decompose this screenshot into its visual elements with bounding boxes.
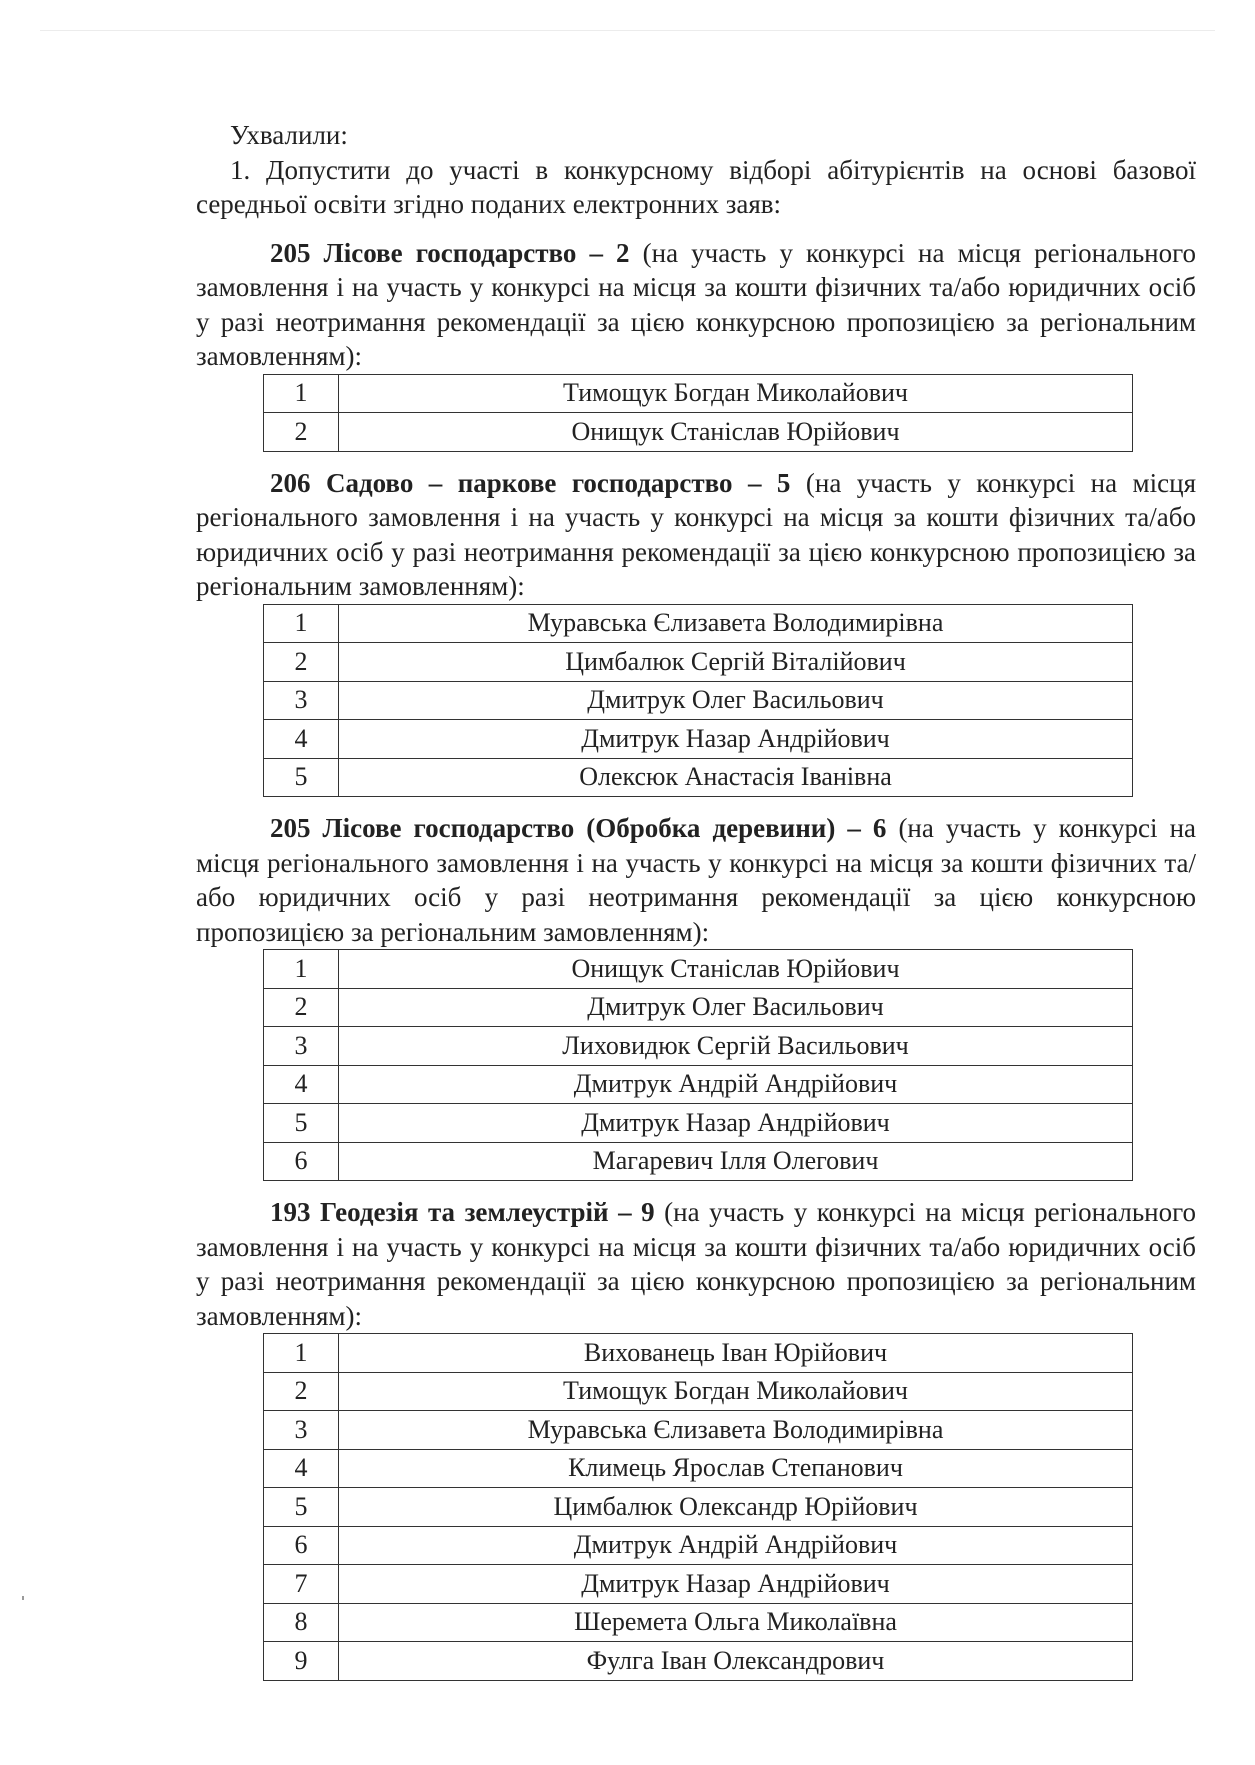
resolved-item-1: 1. Допустити до участі в конкурсному відборі абітурієнтів на основі базової середньої освіти згідно поданих електронних заяв: (196, 154, 1196, 219)
table-row (264, 1411, 1133, 1450)
table-row (264, 988, 1133, 1027)
applicant-name: Цимбалюк Олександр Юрійович (339, 1488, 1133, 1527)
row-number: 3 (264, 1027, 339, 1066)
row-number: 6 (264, 1142, 339, 1181)
row-number: 1 (264, 950, 339, 989)
scan-edge-line (40, 30, 1215, 31)
table-row (264, 1334, 1133, 1373)
applicant-name: Магаревич Ілля Олегович (339, 1142, 1133, 1181)
table-row (264, 1565, 1133, 1604)
scan-speck (22, 1596, 24, 1600)
specialty-title: 205 Лісове господарство (Обробка деревини) – 6 (270, 813, 887, 843)
applicant-name: Фулга Іван Олександрович (339, 1642, 1133, 1681)
applicant-name: Цимбалюк Сергій Віталійович (339, 643, 1133, 682)
row-number: 5 (264, 1488, 339, 1527)
table-row (264, 374, 1133, 413)
row-number: 3 (264, 1411, 339, 1450)
specialty-section (196, 811, 1196, 1181)
applicant-name: Муравська Єлизавета Володимирівна (339, 1411, 1133, 1450)
table-row (264, 1603, 1133, 1642)
sections-container (196, 236, 1196, 1681)
applicant-name: Дмитрук Назар Андрійович (339, 1565, 1133, 1604)
applicant-name: Вихованець Іван Юрійович (339, 1334, 1133, 1373)
table-row (264, 604, 1133, 643)
applicants-table (263, 1333, 1133, 1681)
row-number: 1 (264, 374, 339, 413)
row-number: 8 (264, 1603, 339, 1642)
specialty-heading (196, 811, 1196, 949)
applicant-name: Олексюк Анастасія Іванівна (339, 758, 1133, 797)
table-row (264, 950, 1133, 989)
specialty-section (196, 466, 1196, 798)
table-row (264, 1372, 1133, 1411)
table-row (264, 1065, 1133, 1104)
applicant-name: Дмитрук Олег Васильович (339, 681, 1133, 720)
row-number: 2 (264, 1372, 339, 1411)
row-number: 3 (264, 681, 339, 720)
row-number: 1 (264, 604, 339, 643)
row-number: 2 (264, 988, 339, 1027)
applicant-name: Дмитрук Олег Васильович (339, 988, 1133, 1027)
applicants-table (263, 374, 1133, 452)
row-number: 7 (264, 1565, 339, 1604)
row-number: 9 (264, 1642, 339, 1681)
applicant-name: Дмитрук Назар Андрійович (339, 1104, 1133, 1143)
specialty-title: 206 Садово – паркове господарство – 5 (270, 467, 791, 498)
applicant-name: Климець Ярослав Степанович (339, 1449, 1133, 1488)
applicant-name: Дмитрук Андрій Андрійович (339, 1065, 1133, 1104)
row-number: 2 (264, 643, 339, 682)
specialty-heading (196, 236, 1196, 374)
specialty-note: (на участь у конкурсі на місця регіонального замовлення і на участь у конкурсі на місця за кошти фізичних та/або юридичних осіб у разі неотримання рекомендації за цією конкурсною пропозицією за регіональним замовленням): (196, 1197, 1196, 1331)
specialty-heading (196, 466, 1196, 604)
applicant-name: Лиховидюк Сергій Васильович (339, 1027, 1133, 1066)
specialty-title: 193 Геодезія та землеустрій – 9 (270, 1197, 655, 1227)
row-number: 6 (264, 1526, 339, 1565)
table-row (264, 720, 1133, 759)
table-row (264, 1104, 1133, 1143)
applicants-table (263, 949, 1133, 1181)
row-number: 1 (264, 1334, 339, 1373)
applicant-name: Онищук Станіслав Юрійович (339, 413, 1133, 452)
row-number: 4 (264, 1065, 339, 1104)
applicant-name: Тимощук Богдан Миколайович (339, 1372, 1133, 1411)
document-page (196, 118, 1196, 1695)
row-number: 4 (264, 1449, 339, 1488)
applicant-name: Дмитрук Андрій Андрійович (339, 1526, 1133, 1565)
applicant-name: Муравська Єлизавета Володимирівна (339, 604, 1133, 643)
applicant-name: Дмитрук Назар Андрійович (339, 720, 1133, 759)
specialty-note: (на участь у конкурсі на місця регіонального замовлення і на участь у конкурсі на місця за кошти фізичних та/або юридичних осіб у разі неотримання рекомендації за цією конкурсною пропозицією за регіональним замовленням): (196, 467, 1196, 601)
table-row (264, 1488, 1133, 1527)
row-number: 2 (264, 413, 339, 452)
specialty-note: (на участь у конкурсі на місця регіонального замовлення і на участь у конкурсі на місця за кошти фізичних та/або юридичних осіб у разі неотримання рекомендації за цією конкурсною пропозицією за регіональним замовленням): (196, 813, 1196, 947)
specialty-section (196, 236, 1196, 452)
table-row (264, 1526, 1133, 1565)
table-row (264, 643, 1133, 682)
table-row (264, 413, 1133, 452)
table-row (264, 1142, 1133, 1181)
applicant-name: Шеремета Ольга Миколаївна (339, 1603, 1133, 1642)
table-row (264, 1642, 1133, 1681)
row-number: 5 (264, 1104, 339, 1143)
row-number: 5 (264, 758, 339, 797)
specialty-section (196, 1195, 1196, 1681)
applicant-name: Онищук Станіслав Юрійович (339, 950, 1133, 989)
row-number: 4 (264, 720, 339, 759)
table-row (264, 1449, 1133, 1488)
table-row (264, 758, 1133, 797)
table-row (264, 681, 1133, 720)
table-row (264, 1027, 1133, 1066)
specialty-heading (196, 1195, 1196, 1333)
applicants-table (263, 604, 1133, 798)
resolved-heading: Ухвалили: (230, 120, 348, 150)
specialty-title: 205 Лісове господарство – 2 (270, 237, 630, 268)
applicant-name: Тимощук Богдан Миколайович (339, 374, 1133, 413)
specialty-note: (на участь у конкурсі на місця регіонального замовлення і на участь у конкурсі на місця за кошти фізичних та/або юридичних осіб у разі неотримання рекомендації за цією конкурсною пропозицією за регіональним замовленням): (196, 237, 1196, 371)
